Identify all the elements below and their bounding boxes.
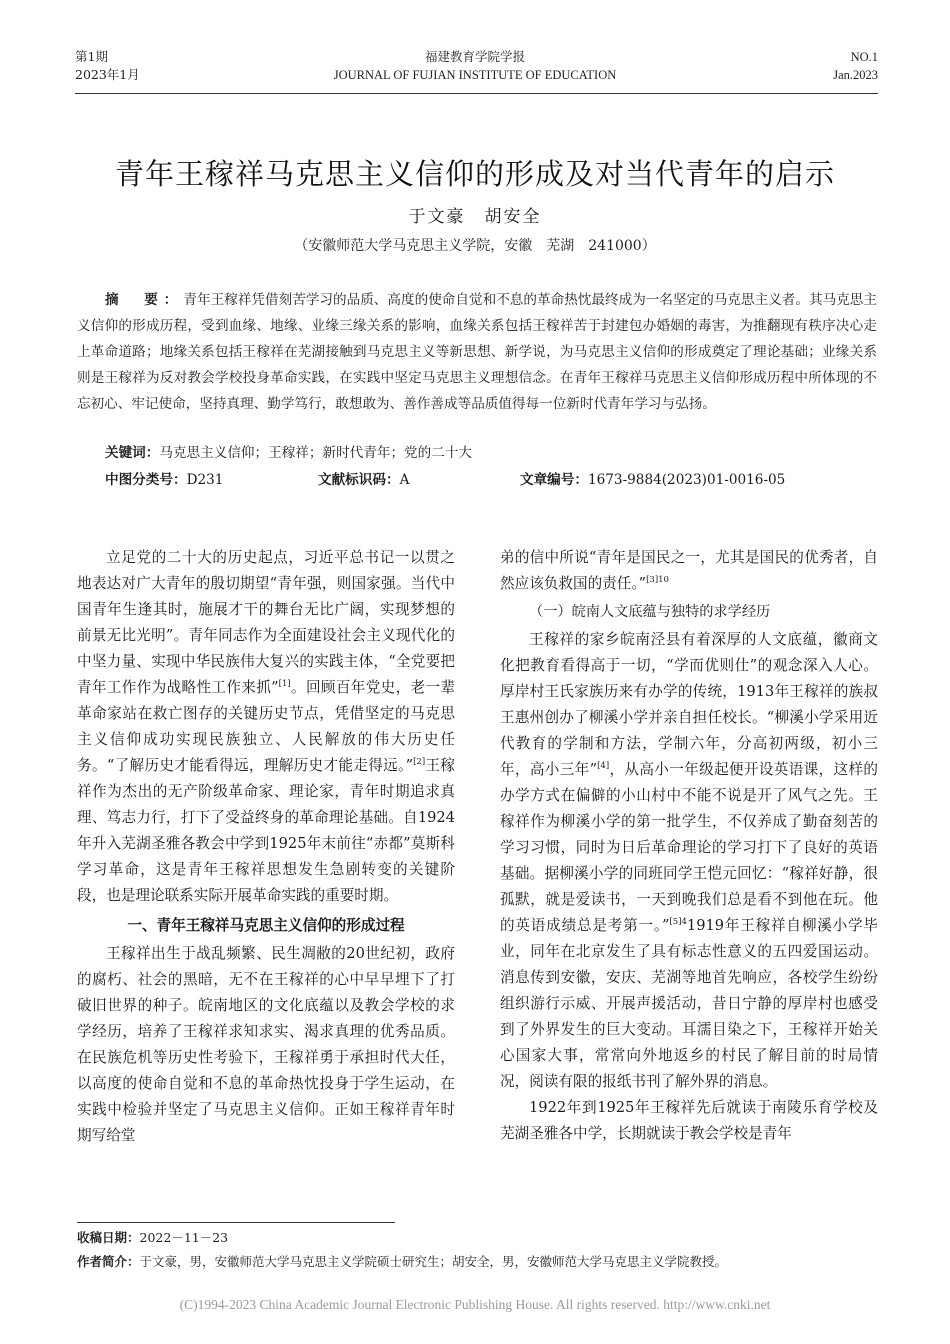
article-no-label: 文章编号： — [520, 472, 588, 488]
keywords-label: 关键词： — [105, 445, 160, 461]
section-heading-1: 一、青年王稼祥马克思主义信仰的形成过程 — [127, 917, 405, 934]
doc-code-label: 文献标识码： — [318, 472, 400, 488]
footnote-rule — [77, 1222, 395, 1223]
paragraph — [500, 545, 878, 597]
paragraph-text: 王稼祥作为杰出的无产阶级革命家、理论家，青年时期追求真理、笃志力行，打下了受益终身的革命理论基础。自1924年升入芜湖圣雅各教会中学到1925年末前往“赤都”莫斯科学习革命，这是青年王稼祥思想发生急剧转变的关键阶段，也是理论联系实际开展革命实践的重要时期。 — [77, 757, 455, 904]
article-number — [520, 470, 785, 490]
citation-3[interactable]: [3]10 — [646, 575, 669, 586]
abstract-label: 摘 要： — [105, 292, 184, 308]
issue-cn: 第1期 — [75, 49, 108, 64]
abstract-text: 青年王稼祥凭借刻苦学习的品质、高度的使命自觉和不息的革命热忱最终成为一名坚定的马克思主义者。其马克思主义信仰的形成历程，受到血缘、地缘、业缘三缘关系的影响，血缘关系包括王稼祥苦于封建包办婚姻的毒害，为推翻现有秩序决心走上革命道路；地缘关系包括王稼祥在芜湖接触到马克思主义等新思想、新学说，为马克思主义信仰的形成奠定了理论基础；业缘关系则是王稼祥为反对教会学校投身革命实践，在实践中坚定马克思主义理想信念。在青年王稼祥马克思主义信仰形成历程中所体现的不忘初心、牢记使命，坚持真理、勤学笃行，敢想敢为、善作善成等品质值得每一位新时代青年学习与弘扬。 — [77, 292, 878, 412]
body-column-left — [77, 545, 455, 1149]
header-center — [250, 48, 700, 84]
paragraph-text: 1919年王稼祥自柳溪小学毕业，同年在北京发生了具有标志性意义的五四爱国运动。消息传到安徽，安庆、芜湖等地首先响应，各校学生纷纷组织游行示威、开展声援活动，昔日宁静的厚岸村也感受到了外界发生的巨大变动。耳濡目染之下，王稼祥开始关心国家大事，常常向外地返乡的村民了解目前的时局情况，阅读有限的报纸书刊了解外界的消息。 — [500, 917, 878, 1090]
article-title: 青年王稼祥马克思主义信仰的形成及对当代青年的启示 — [114, 157, 835, 191]
date-en: Jan.2023 — [833, 68, 878, 82]
citation-4[interactable]: [4] — [597, 761, 610, 772]
abstract — [77, 287, 877, 417]
received-value: 2022－11－23 — [139, 1230, 229, 1245]
copyright-watermark: (C)1994-2023 China Academic Journal Electronic Publishing House. All rights reserved. http://www.cnki.net — [179, 1297, 771, 1312]
header-left — [75, 48, 140, 84]
paragraph: 王稼祥出生于战乱频繁、民生凋敝的20世纪初，政府的腐朽、社会的黑暗，无不在王稼祥的心中早早埋下了打破旧世界的种子。皖南地区的文化底蕴以及教会学校的求学经历，培养了王稼祥求知求实、渴求真理的优秀品质。在民族危机等历史性考验下，王稼祥勇于承担时代大任，以高度的使命自觉和不息的革命热忱投身于学生运动，在实践中检验并坚定了马克思主义信仰。正如王稼祥青年时期写给堂 — [77, 945, 455, 1144]
paragraph-text: 王稼祥的家乡皖南泾县有着深厚的人文底蕴，徽商文化把教育看得高于一切，“学而优则仕”的观念深入人心。厚岸村王氏家族历来有办学的传统，1913年王稼祥的族叔王惠州创办了柳溪小学并亲自担任校长。“柳溪小学采用近代教育的学制和方法，学制六年，分高初两级，初小三年，高小三年” — [500, 631, 878, 778]
clc-value: D231 — [186, 472, 224, 488]
subsection-heading-1: （一）皖南人文底蕴与独特的求学经历 — [529, 604, 771, 620]
doc-code-value: A — [399, 472, 410, 488]
keywords-text: 马克思主义信仰；王稼祥；新时代青年；党的二十大 — [159, 445, 473, 461]
author-bio — [77, 1253, 877, 1271]
bio-label: 作者简介： — [77, 1254, 140, 1269]
clc-number — [105, 470, 223, 490]
paragraph-text: 弟的信中所说“青年是国民之一，尤其是国民的优秀者，自然应该负救国的责任。” — [500, 549, 878, 592]
header-right — [833, 48, 878, 84]
article-no-value: 1673-9884(2023)01-0016-05 — [587, 472, 786, 488]
clc-label: 中图分类号： — [105, 472, 187, 488]
paragraph — [77, 545, 455, 909]
citation-5[interactable]: [5]4 — [669, 917, 687, 928]
header-rule — [75, 93, 878, 94]
received-date — [77, 1229, 877, 1247]
paragraph-text: 。回顾百年党史，老一辈革命家站在救亡图存的关键历史节点，凭借坚定的马克思主义信仰成功实现民族独立、人民解放的伟大历史任务。“了解历史才能看得远，理解历史才能走得远。” — [77, 679, 455, 774]
paragraph-text: ，从高小一年级起便开设英语课，这样的办学方式在偏僻的小山村中不能不说是开了风气之先。王稼祥作为柳溪小学的第一批学生，不仅养成了勤奋刻苦的学习习惯，同时为日后革命理论的学习打下了良好的英语基础。据柳溪小学的同班同学王恺元回忆：“稼祥好静，很孤默，就是爱读书，一天到晚我们总是看不到他在玩。他的英语成绩总是考第一。” — [500, 761, 878, 934]
paragraph — [500, 627, 878, 1095]
bio-text: 于文豪，男，安徽师范大学马克思主义学院硕士研究生；胡安全，男，安徽师范大学马克思主义学院教授。 — [139, 1254, 728, 1269]
body-column-right — [500, 545, 878, 1147]
paragraph-text: 立足党的二十大的历史起点，习近平总书记一以贯之地表达对广大青年的殷切期望“青年强，则国家强。当代中国青年生逢其时，施展才干的舞台无比广阔，实现梦想的前景无比光明”。青年同志作为全面建设社会主义现代化的中坚力量、实现中华民族伟大复兴的实践主体，“全党要把青年工作作为战略性工作来抓” — [77, 549, 455, 696]
document-code — [318, 470, 409, 490]
citation-1[interactable]: [1] — [278, 679, 291, 690]
article-affiliation: （安徽师范大学马克思主义学院，安徽 芜湖 241000） — [294, 238, 656, 254]
journal-name-en: JOURNAL OF FUJIAN INSTITUTE OF EDUCATION — [333, 68, 617, 82]
journal-name-cn: 福建教育学院学报 — [424, 50, 525, 64]
date-cn: 2023年1月 — [75, 67, 140, 82]
paragraph: 1922年到1925年王稼祥先后就读于南陵乐育学校及芜湖圣雅各中学，长期就读于教会学校是青年 — [500, 1099, 878, 1142]
keywords — [105, 442, 875, 464]
received-label: 收稿日期： — [77, 1230, 140, 1245]
citation-2[interactable]: [2] — [413, 757, 426, 768]
article-authors: 于文豪 胡安全 — [408, 207, 542, 227]
issue-en: NO.1 — [850, 50, 878, 64]
